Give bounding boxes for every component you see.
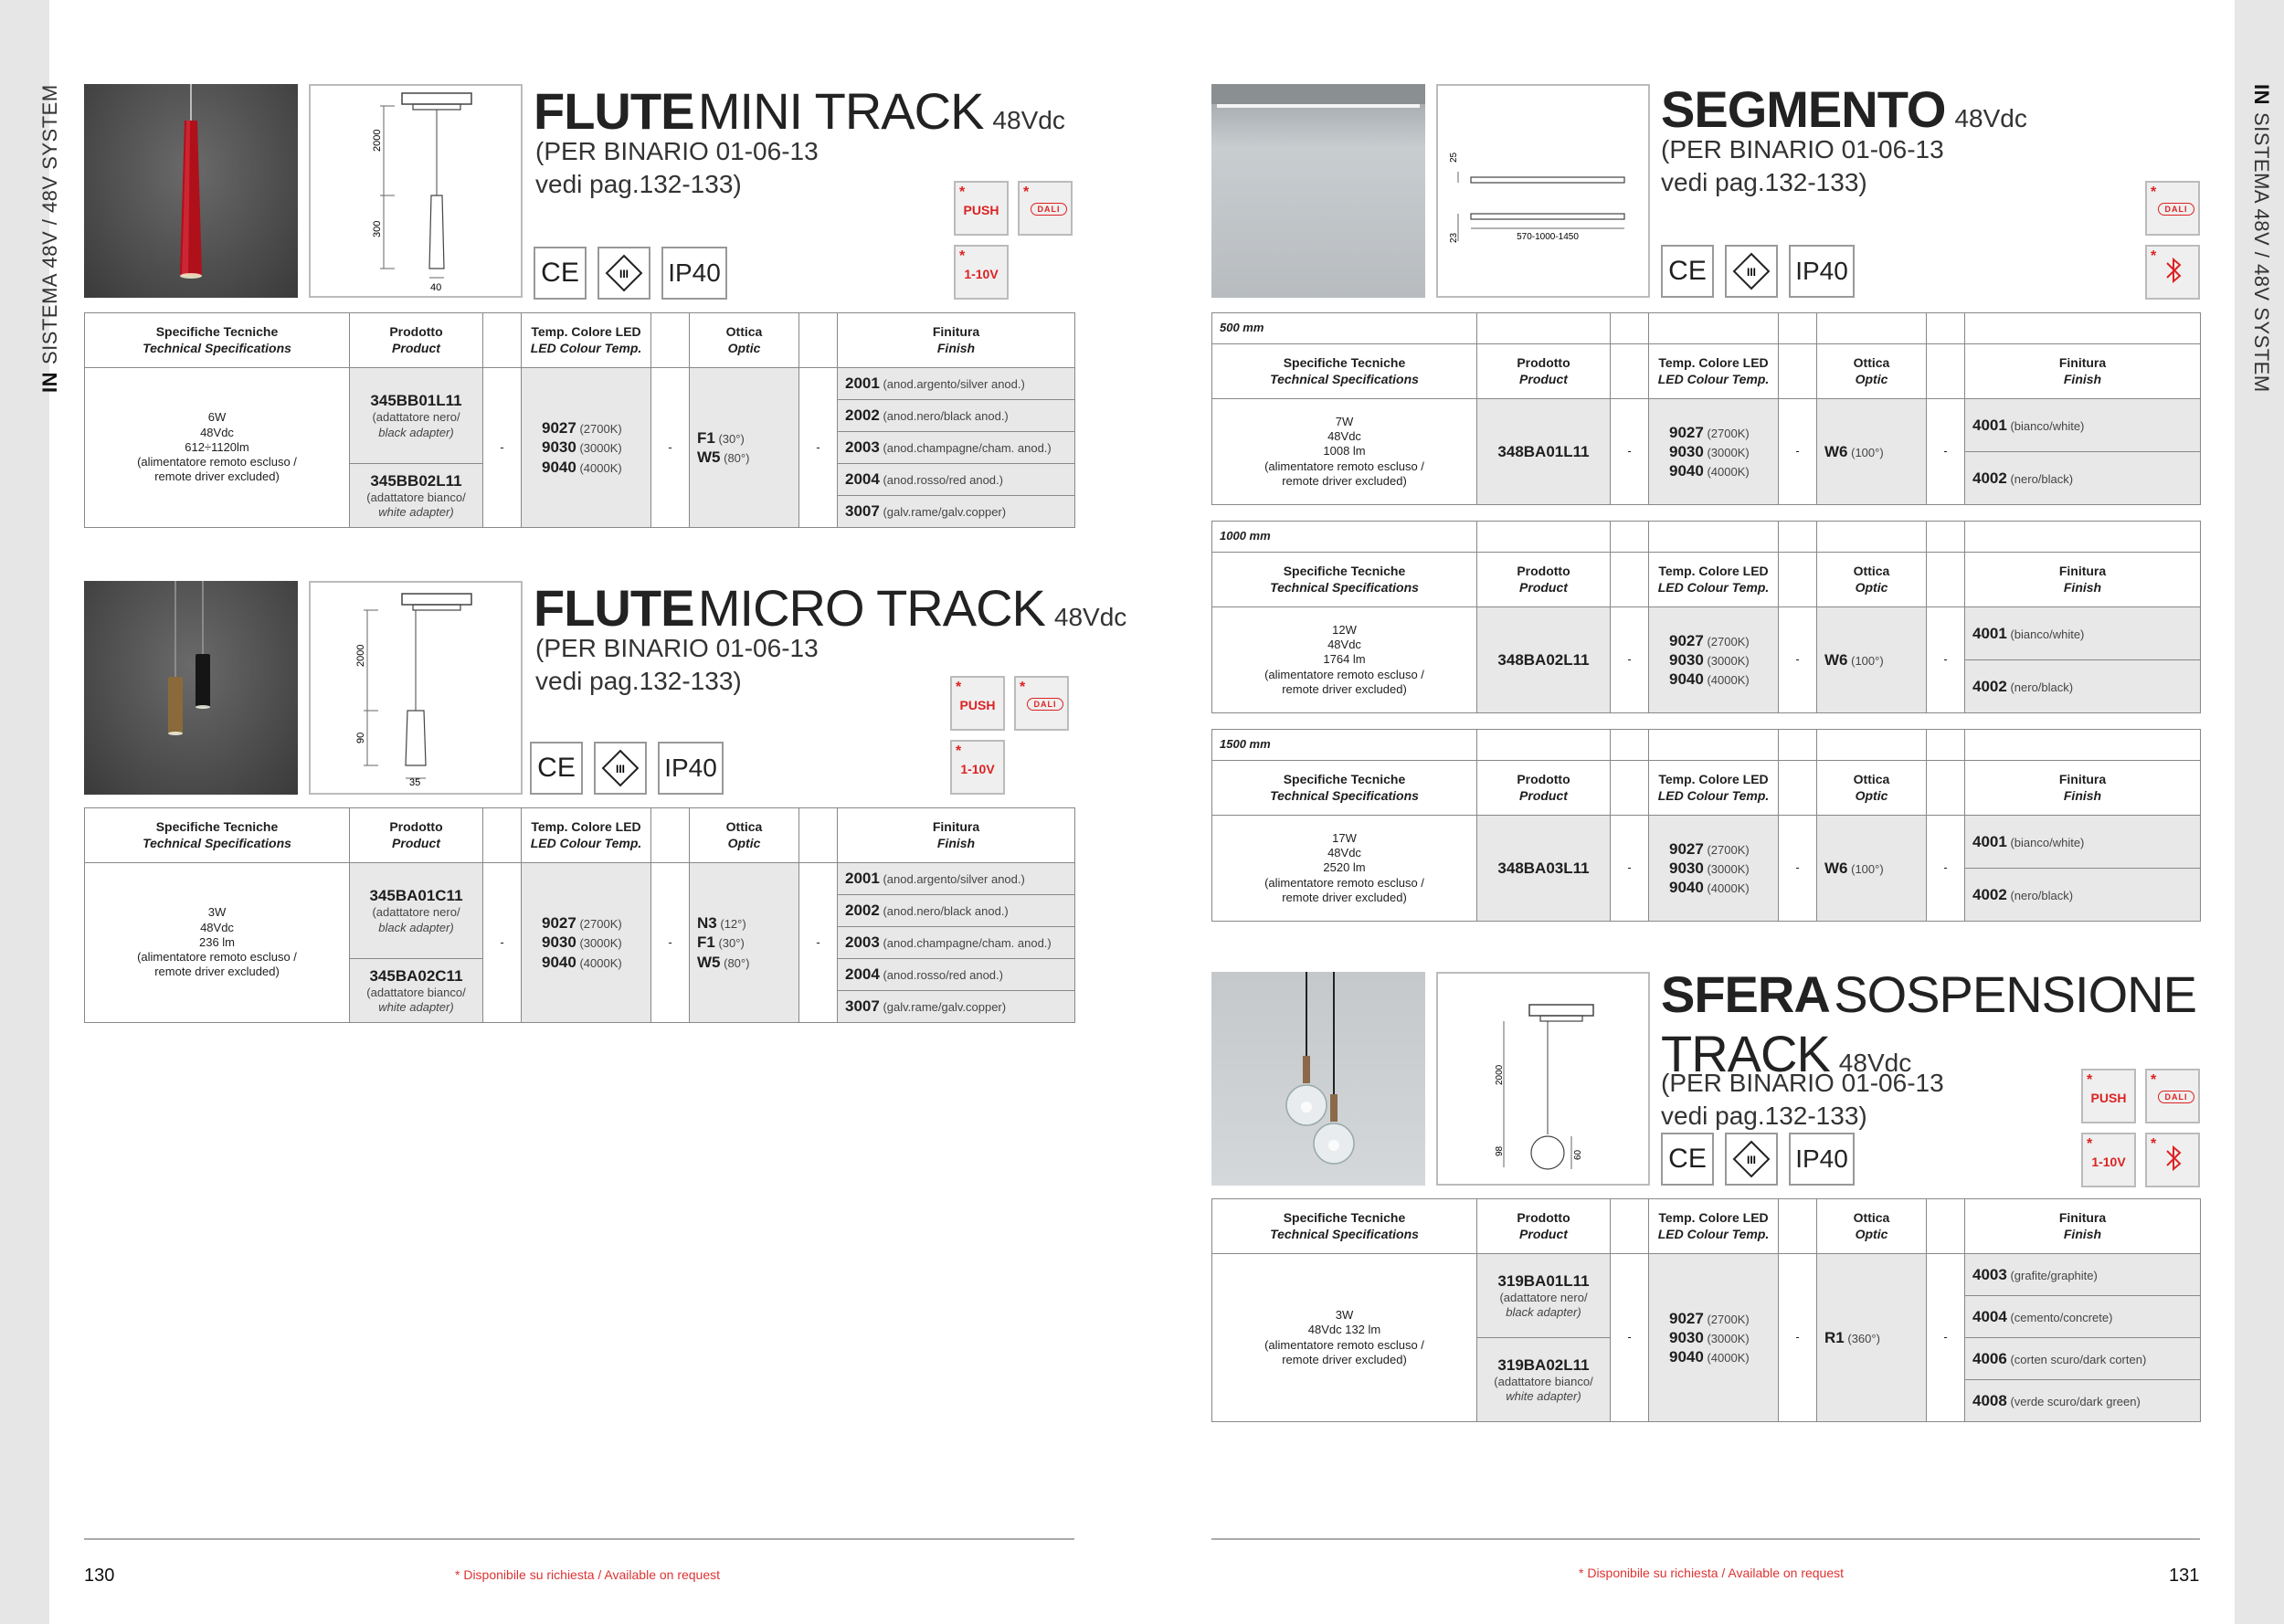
sfera-subtitle: (PER BINARIO 01-06-13 vedi pag.132-133) (1661, 1069, 1944, 1130)
flute-micro-title: FLUTE MICRO TRACK 48Vdc (534, 579, 1127, 637)
product-cell: 345BB01L11 (adattatore nero/ black adapter) (350, 368, 483, 464)
segmento-1500-table: 1500 mm Specifiche Tecniche Technical Specifications Prodotto Product Temp. Colore LED LED Colour Temp. Ottica Optic Finitura Finish 17W 48Vdc 2520 lm (alimentatore remoto escluso / remote driver excluded) 348BA03L11 - 9027 (2700K) 9030 (3000K) 9040 (4000K) - W6 (100°) - 4001 (bianco/white) 4002 (nero/black) (1211, 729, 2201, 922)
finish-row: 3007 (galv.rame/galv.copper) (838, 991, 1075, 1023)
right-sidebar-label: INSISTEMA 48V / 48V SYSTEM (2250, 84, 2273, 393)
push-option-badge: * PUSH (2081, 1069, 2136, 1123)
left-sidebar (0, 0, 61, 1624)
flute-mini-drawing (309, 84, 523, 298)
class-iii-icon (597, 247, 650, 300)
svg-text:60: 60 (1573, 1149, 1583, 1160)
sfera-drawing (1436, 972, 1650, 1186)
sfera-lamp-image (1211, 972, 1425, 1186)
finish-row: 2001 (anod.argento/silver anod.) (838, 863, 1075, 895)
ce-mark-icon: CE (534, 247, 587, 300)
svg-text:III: III (1746, 1154, 1757, 1166)
finish-row: 2002 (anod.nero/black anod.) (838, 895, 1075, 927)
bluetooth-option-badge: * (2145, 1133, 2200, 1187)
svg-text:300: 300 (372, 220, 383, 237)
right-sidebar (2235, 0, 2284, 1624)
segmento-lamp-image (1211, 84, 1425, 298)
product-cell: 319BA02L11 (adattatore bianco/ white adapter) (1477, 1338, 1611, 1422)
sfera-title: SFERA SOSPENSIONE TRACK 48Vdc (1661, 965, 2196, 1082)
svg-text:III: III (615, 763, 626, 775)
ip-rating-badge: IP40 (658, 742, 724, 795)
finish-row: 2003 (anod.champagne/cham. anod.) (838, 927, 1075, 959)
page-number-left: 130 (84, 1566, 115, 1586)
1-10v-option-badge: * 1-10V (950, 740, 1005, 795)
segmento-1000-table: 1000 mm Specifiche Tecniche Technical Specifications Prodotto Product Temp. Colore LED LED Colour Temp. Ottica Optic Finitura Finish 12W 48Vdc 1764 lm (alimentatore remoto escluso / remote driver excluded) 348BA02L11 - 9027 (2700K) 9030 (3000K) 9040 (4000K) - W6 (100°) - 4001 (bianco/white) 4002 (nero/black) (1211, 521, 2201, 713)
push-option-badge: * PUSH (954, 181, 1009, 236)
1-10v-option-badge: * 1-10V (954, 245, 1009, 300)
svg-text:25: 25 (1449, 152, 1459, 163)
product-cell: 345BB02L11 (adattatore bianco/ white adapter) (350, 464, 483, 528)
dali-option-badge: * DALI (1018, 181, 1073, 236)
flute-micro-lamp-image (84, 581, 298, 795)
svg-text:2000: 2000 (355, 644, 366, 667)
page-number-right: 131 (2169, 1566, 2200, 1586)
temp-cell: 9027 (2700K) 9030 (3000K) 9040 (4000K) (522, 863, 651, 1023)
svg-text:35: 35 (409, 777, 421, 788)
svg-text:40: 40 (430, 282, 442, 293)
svg-text:2000: 2000 (372, 129, 383, 152)
dali-option-badge: * DALI (2145, 1069, 2200, 1123)
flute-mini-lamp-image (84, 84, 298, 298)
flute-micro-drawing (309, 581, 523, 795)
footnote-left: * Disponibile su richiesta / Available on request (455, 1567, 721, 1582)
left-sidebar-label: INSISTEMA 48V / 48V SYSTEM (38, 84, 61, 393)
ip-rating-badge: IP40 (1789, 1133, 1855, 1186)
flute-micro-specs: 3W 48Vdc 236 lm (alimentatore remoto escluso / remote driver excluded) (85, 863, 350, 1023)
finish-row: 2003 (anod.champagne/cham. anod.) (838, 432, 1075, 464)
flute-mini-spec-table: Specifiche Tecniche Technical Specifications Prodotto Product Temp. Colore LED LED Colour Temp. Ottica Optic Finitura Finish 6W 48Vdc 612÷1120lm (alimentatore remoto escluso / remote driver excluded) 345BB01L11 (adattatore nero/ black adapter) - 9027 (2700K) 9030 (3000K) 9040 (4000K) - F1 (30°) W5 (80°) - 2001 (anod.argento/silver anod.) 2002 (anod.nero/black anod.) 2003 (anod.champagne/cham. anod.) 345BB02L11 (adattatore bianco/ white adapter) 2004 (anod.rosso/red anod.) 3007 (galv.rame/galv.copper) (84, 312, 1075, 528)
class-iii-icon (594, 742, 647, 795)
flute-mini-specs: 6W 48Vdc 612÷1120lm (alimentatore remoto escluso / remote driver excluded) (85, 368, 350, 528)
flute-mini-subtitle: (PER BINARIO 01-06-13 vedi pag.132-133) (535, 137, 819, 198)
product-cell: 319BA01L11 (adattatore nero/ black adapter) (1477, 1254, 1611, 1338)
footnote-right: * Disponibile su richiesta / Available on request (1579, 1566, 1845, 1580)
svg-text:23: 23 (1449, 232, 1459, 243)
class-iii-icon (1725, 1133, 1778, 1186)
svg-text:570-1000-1450: 570-1000-1450 (1517, 232, 1579, 242)
class-iii-icon (1725, 245, 1778, 298)
footer-rule-left (84, 1538, 1074, 1540)
svg-text:98: 98 (1495, 1145, 1505, 1156)
segmento-1500-specs: 17W 48Vdc 2520 lm (alimentatore remoto escluso / remote driver excluded) (1212, 816, 1477, 922)
flute-micro-subtitle: (PER BINARIO 01-06-13 vedi pag.132-133) (535, 634, 819, 695)
segmento-subtitle: (PER BINARIO 01-06-13 vedi pag.132-133) (1661, 135, 1944, 196)
bluetooth-option-badge: * (2145, 245, 2200, 300)
segmento-500-specs: 7W 48Vdc 1008 lm (alimentatore remoto escluso / remote driver excluded) (1212, 399, 1477, 505)
segmento-drawing (1436, 84, 1650, 298)
product-cell: 345BA01C11 (adattatore nero/ black adapter) (350, 863, 483, 959)
ce-mark-icon: CE (1661, 1133, 1714, 1186)
svg-text:2000: 2000 (1495, 1064, 1505, 1085)
temp-cell: 9027 (2700K) 9030 (3000K) 9040 (4000K) (522, 368, 651, 528)
svg-text:90: 90 (355, 732, 366, 743)
finish-row: 2004 (anod.rosso/red anod.) (838, 959, 1075, 991)
finish-row: 3007 (galv.rame/galv.copper) (838, 496, 1075, 528)
dali-option-badge: * DALI (1014, 676, 1069, 731)
push-option-badge: * PUSH (950, 676, 1005, 731)
dali-option-badge: * DALI (2145, 181, 2200, 236)
finish-row: 2002 (anod.nero/black anod.) (838, 400, 1075, 432)
segmento-title: SEGMENTO 48Vdc (1661, 80, 2027, 138)
flute-micro-photo (84, 581, 298, 795)
optic-cell: F1 (30°) W5 (80°) (690, 368, 799, 528)
segmento-1000-specs: 12W 48Vdc 1764 lm (alimentatore remoto escluso / remote driver excluded) (1212, 607, 1477, 713)
flute-mini-photo (84, 84, 298, 298)
finish-row: 2001 (anod.argento/silver anod.) (838, 368, 1075, 400)
flute-mini-title: FLUTE MINI TRACK 48Vdc (534, 82, 1065, 140)
ip-rating-badge: IP40 (1789, 245, 1855, 298)
1-10v-option-badge: * 1-10V (2081, 1133, 2136, 1187)
product-cell: 345BA02C11 (adattatore bianco/ white adapter) (350, 959, 483, 1023)
optic-cell: N3 (12°) F1 (30°) W5 (80°) (690, 863, 799, 1023)
finish-row: 2004 (anod.rosso/red anod.) (838, 464, 1075, 496)
ip-rating-badge: IP40 (661, 247, 727, 300)
sfera-spec-table: Specifiche Tecniche Technical Specifications Prodotto Product Temp. Colore LED LED Colour Temp. Ottica Optic Finitura Finish 3W 48Vdc 132 lm (alimentatore remoto escluso / remote driver excluded) 319BA01L11 (adattatore nero/ black adapter) - 9027 (2700K) 9030 (3000K) 9040 (4000K) - R1 (360°) - 4003 (grafite/graphite) 4004 (cemento/concrete) 319BA02L11 (adattatore bianco/ white adapter) 4006 (corten scuro/dark corten) 4008 (verde scuro/dark green) (1211, 1198, 2201, 1422)
svg-text:III: III (619, 268, 629, 280)
footer-rule-right (1211, 1538, 2200, 1540)
ce-mark-icon: CE (1661, 245, 1714, 298)
segmento-photo (1211, 84, 1425, 298)
ce-mark-icon: CE (530, 742, 583, 795)
flute-micro-spec-table: Specifiche Tecniche Technical Specifications Prodotto Product Temp. Colore LED LED Colour Temp. Ottica Optic Finitura Finish 3W 48Vdc 236 lm (alimentatore remoto escluso / remote driver excluded) 345BA01C11 (adattatore nero/ black adapter) - 9027 (2700K) 9030 (3000K) 9040 (4000K) - N3 (12°) F1 (30°) W5 (80°) - 2001 (anod.argento/silver anod.) 2002 (anod.nero/black anod.) 2003 (anod.champagne/cham. anod.) 345BA02C11 (adattatore bianco/ white adapter) 2004 (anod.rosso/red anod.) 3007 (galv.rame/galv.copper) (84, 807, 1075, 1023)
sfera-photo (1211, 972, 1425, 1186)
sfera-specs: 3W 48Vdc 132 lm (alimentatore remoto escluso / remote driver excluded) (1212, 1254, 1477, 1422)
segmento-500-table: 500 mm Specifiche Tecniche Technical Specifications Prodotto Product Temp. Colore LED LED Colour Temp. Ottica Optic Finitura Finish 7W 48Vdc 1008 lm (alimentatore remoto escluso / remote driver excluded) 348BA01L11 - 9027 (2700K) 9030 (3000K) 9040 (4000K) - W6 (100°) - 4001 (bianco/white) 4002 (nero/black) (1211, 312, 2201, 505)
svg-text:III: III (1746, 266, 1757, 279)
